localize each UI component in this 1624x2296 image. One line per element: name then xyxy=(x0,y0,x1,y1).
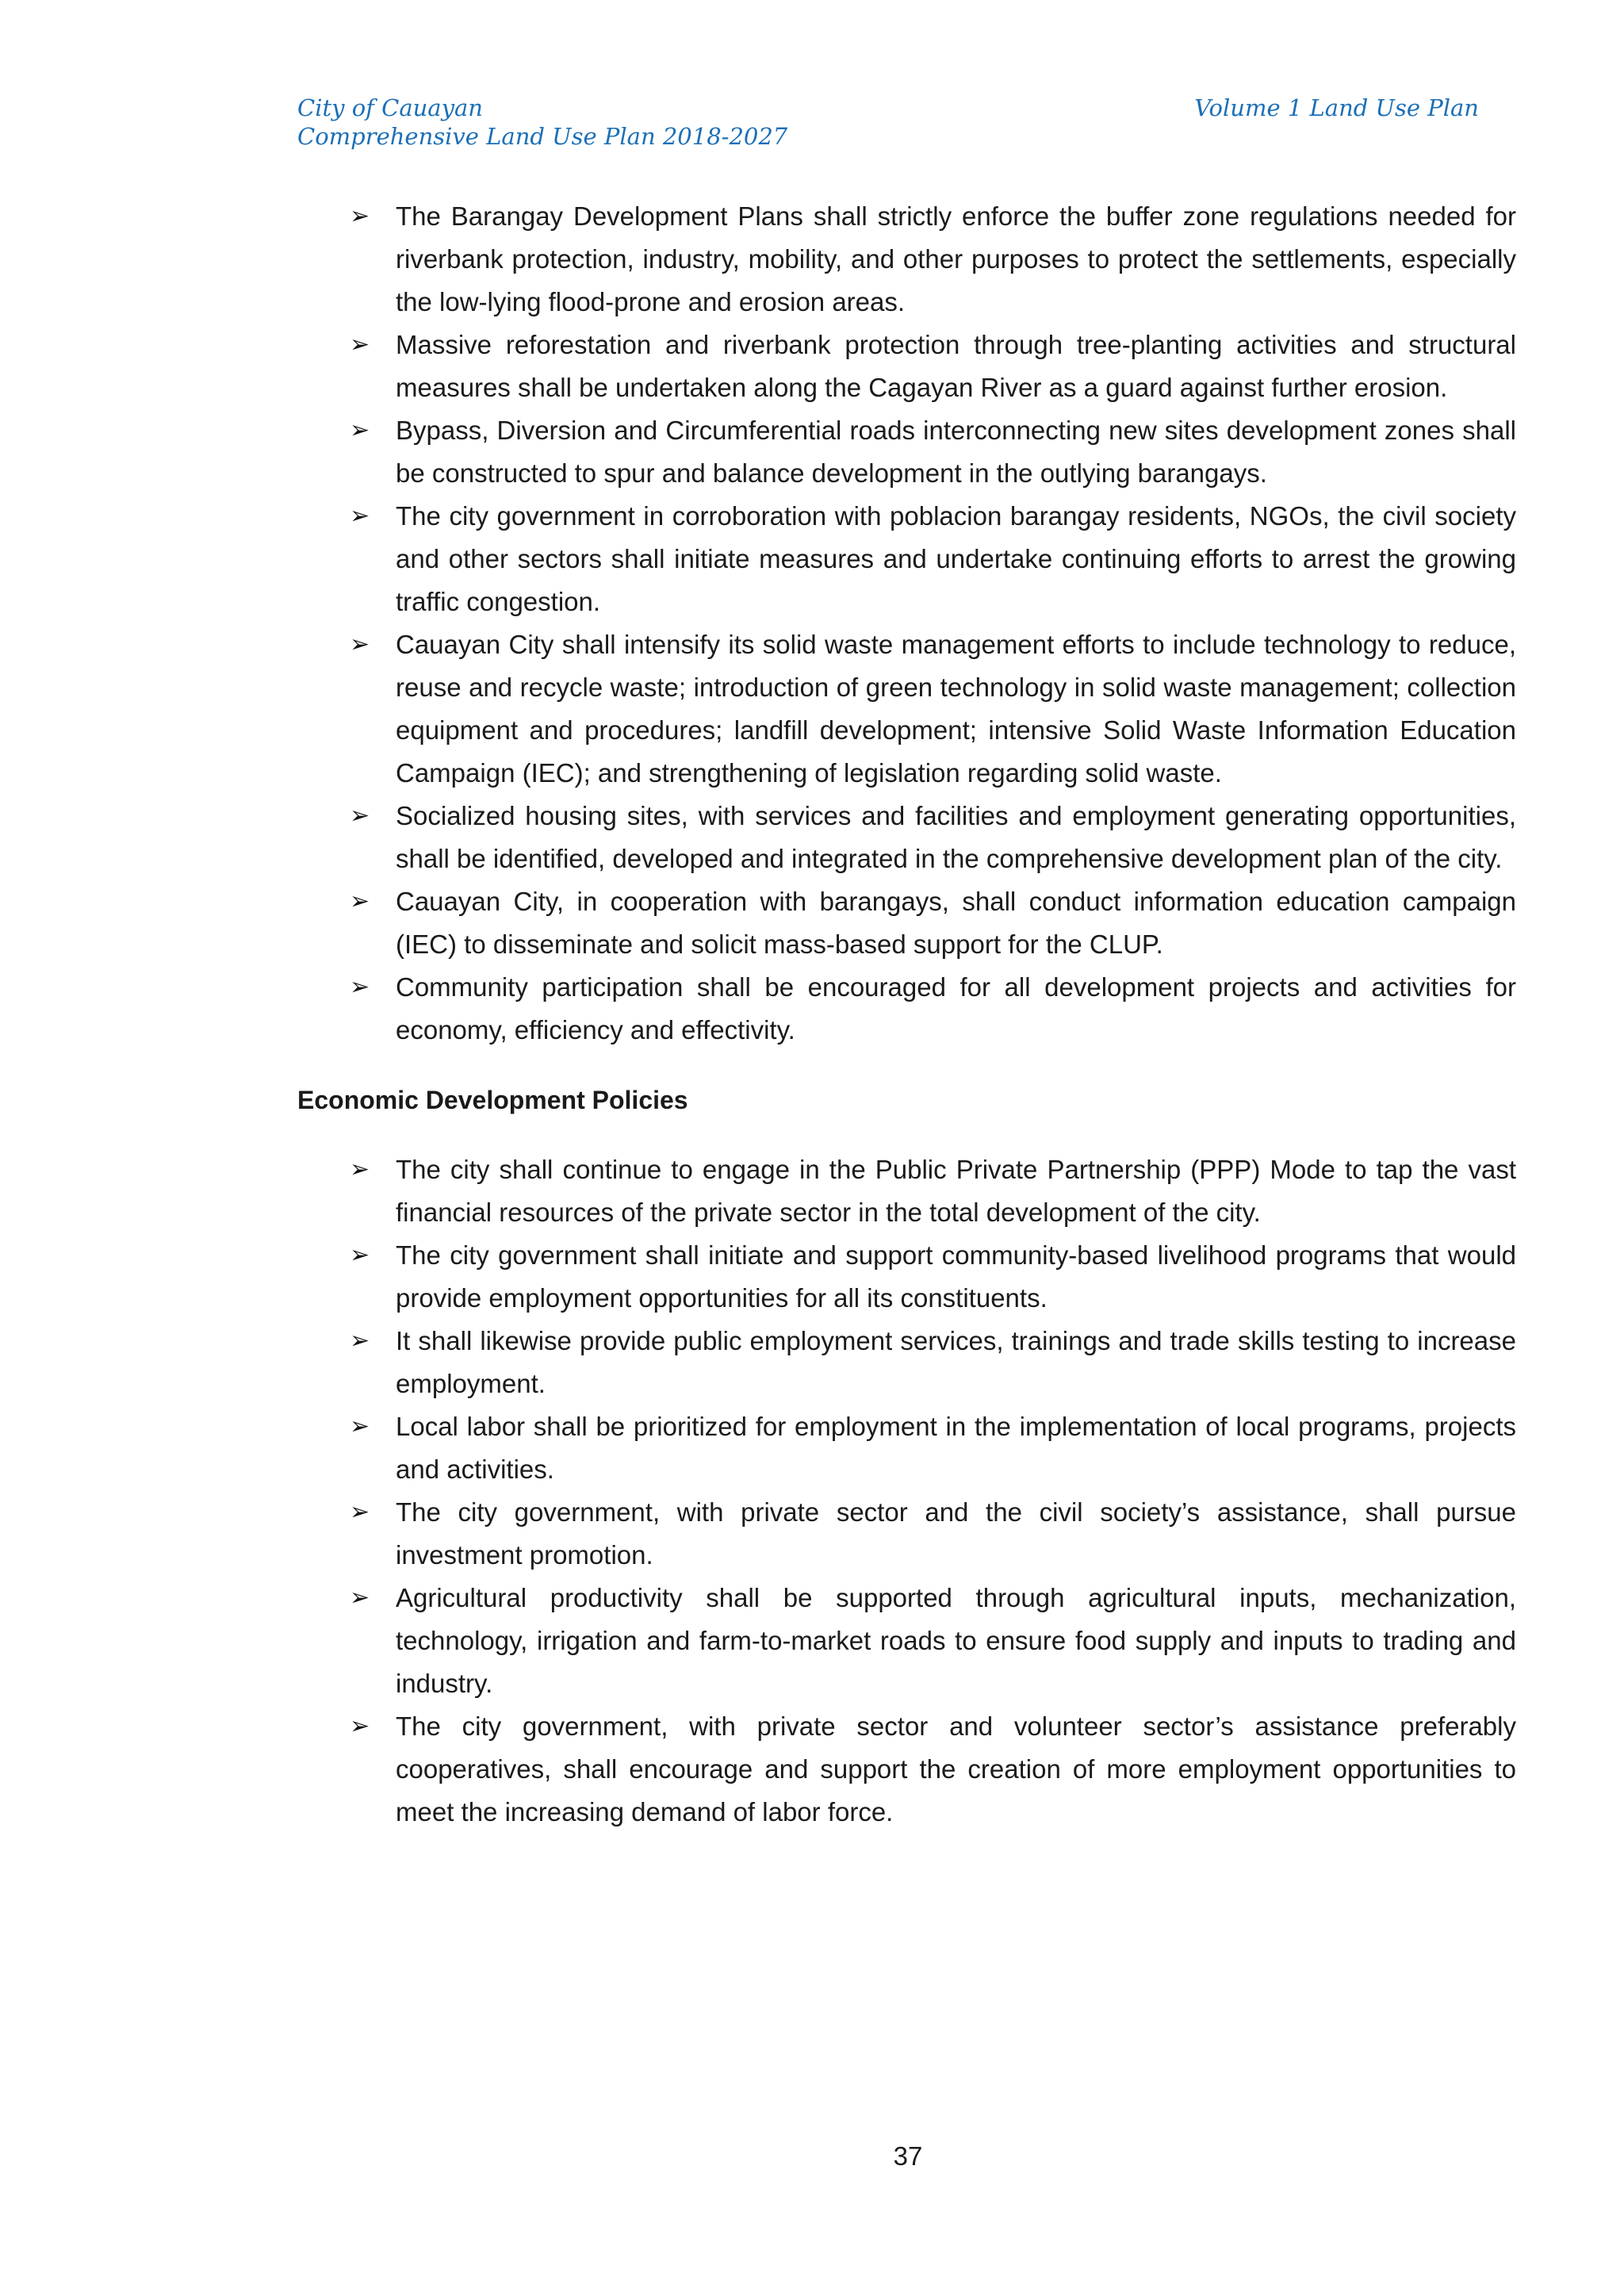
list-item-text: The city government, with private sector and the civil society’s assistance, shall pursue investment promotion. xyxy=(396,1497,1516,1570)
header-city: City of Cauayan xyxy=(297,94,483,121)
list-item xyxy=(297,1577,1516,1705)
policy-list-2 xyxy=(297,1148,1516,1834)
header-volume: Volume 1 Land Use Plan xyxy=(1194,94,1479,121)
arrow-bullet-icon: ➢ xyxy=(350,974,370,1000)
arrow-bullet-icon: ➢ xyxy=(350,631,370,657)
arrow-bullet-icon: ➢ xyxy=(350,803,370,829)
list-item xyxy=(297,1320,1516,1405)
list-item-text: The city shall continue to engage in the Public Private Partnership (PPP) Mode to tap the vast financial resources of the private sector in the total development of the city. xyxy=(396,1155,1516,1227)
list-item-text: Socialized housing sites, with services and facilities and employment generating opportunities, shall be identified, developed and integrated in the comprehensive development plan of the city. xyxy=(396,801,1516,873)
list-item xyxy=(297,795,1516,880)
list-item xyxy=(297,324,1516,409)
arrow-bullet-icon: ➢ xyxy=(350,1242,370,1268)
arrow-bullet-icon: ➢ xyxy=(350,1713,370,1739)
list-item-text: It shall likewise provide public employment services, trainings and trade skills testing to increase employment. xyxy=(396,1326,1516,1398)
list-item xyxy=(297,1491,1516,1577)
list-item-text: Agricultural productivity shall be supported through agricultural inputs, mechanization, technology, irrigation and farm-to-market roads to ensure food supply and inputs to trading and industry. xyxy=(396,1583,1516,1698)
list-item-text: The Barangay Development Plans shall strictly enforce the buffer zone regulations needed for riverbank protection, industry, mobility, and other purposes to protect the settlements, especially the low-lying flood-prone and erosion areas. xyxy=(396,201,1516,316)
arrow-bullet-icon: ➢ xyxy=(350,1328,370,1354)
document-body xyxy=(297,195,1516,1834)
arrow-bullet-icon: ➢ xyxy=(350,503,370,529)
section-heading-economic: Economic Development Policies xyxy=(297,1086,688,1114)
list-item xyxy=(297,880,1516,966)
list-item-text: The city government shall initiate and support community-based livelihood programs that would provide employment opportunities for all its constituents. xyxy=(396,1240,1516,1313)
list-item-text: The city government in corroboration with poblacion barangay residents, NGOs, the civil society and other sectors shall initiate measures and undertake continuing efforts to arrest the growing traffic congestion. xyxy=(396,501,1516,616)
list-item-text: Bypass, Diversion and Circumferential roads interconnecting new sites development zones shall be constructed to spur and balance development in the outlying barangays. xyxy=(396,416,1516,488)
list-item xyxy=(297,195,1516,324)
policy-list-1 xyxy=(297,195,1516,1052)
arrow-bullet-icon: ➢ xyxy=(350,888,370,914)
arrow-bullet-icon: ➢ xyxy=(350,203,370,229)
list-item-text: Cauayan City shall intensify its solid waste management efforts to include technology to reduce, reuse and recycle waste; introduction of green technology in solid waste management; collection equipment and procedures; landfill development; intensive Solid Waste Information Education Campaign (IEC); and strengthening of legislation regarding solid waste. xyxy=(396,630,1516,788)
arrow-bullet-icon: ➢ xyxy=(350,1585,370,1611)
header-plan-title: Comprehensive Land Use Plan 2018-2027 xyxy=(297,123,788,150)
list-item xyxy=(297,1234,1516,1320)
list-item-text: Local labor shall be prioritized for employment in the implementation of local programs, projects and activities. xyxy=(396,1412,1516,1484)
list-item xyxy=(297,495,1516,623)
list-item xyxy=(297,1148,1516,1234)
list-item-text: Cauayan City, in cooperation with barangays, shall conduct information education campaign (IEC) to disseminate and solicit mass-based support for the CLUP. xyxy=(396,887,1516,959)
list-item xyxy=(297,1705,1516,1834)
page-number: 37 xyxy=(893,2141,923,2171)
page-header xyxy=(297,94,1479,151)
arrow-bullet-icon: ➢ xyxy=(350,1156,370,1182)
list-item-text: The city government, with private sector and volunteer sector’s assistance preferably cooperatives, shall encourage and support the creation of more employment opportunities to meet the increasing demand of labor force. xyxy=(396,1711,1516,1826)
list-item xyxy=(297,966,1516,1052)
arrow-bullet-icon: ➢ xyxy=(350,332,370,358)
arrow-bullet-icon: ➢ xyxy=(350,417,370,443)
arrow-bullet-icon: ➢ xyxy=(350,1413,370,1439)
list-item xyxy=(297,409,1516,495)
arrow-bullet-icon: ➢ xyxy=(350,1499,370,1525)
list-item xyxy=(297,623,1516,795)
list-item-text: Massive reforestation and riverbank protection through tree-planting activities and structural measures shall be undertaken along the Cagayan River as a guard against further erosion. xyxy=(396,330,1516,402)
list-item-text: Community participation shall be encouraged for all development projects and activities for economy, efficiency and effectivity. xyxy=(396,972,1516,1045)
list-item xyxy=(297,1405,1516,1491)
